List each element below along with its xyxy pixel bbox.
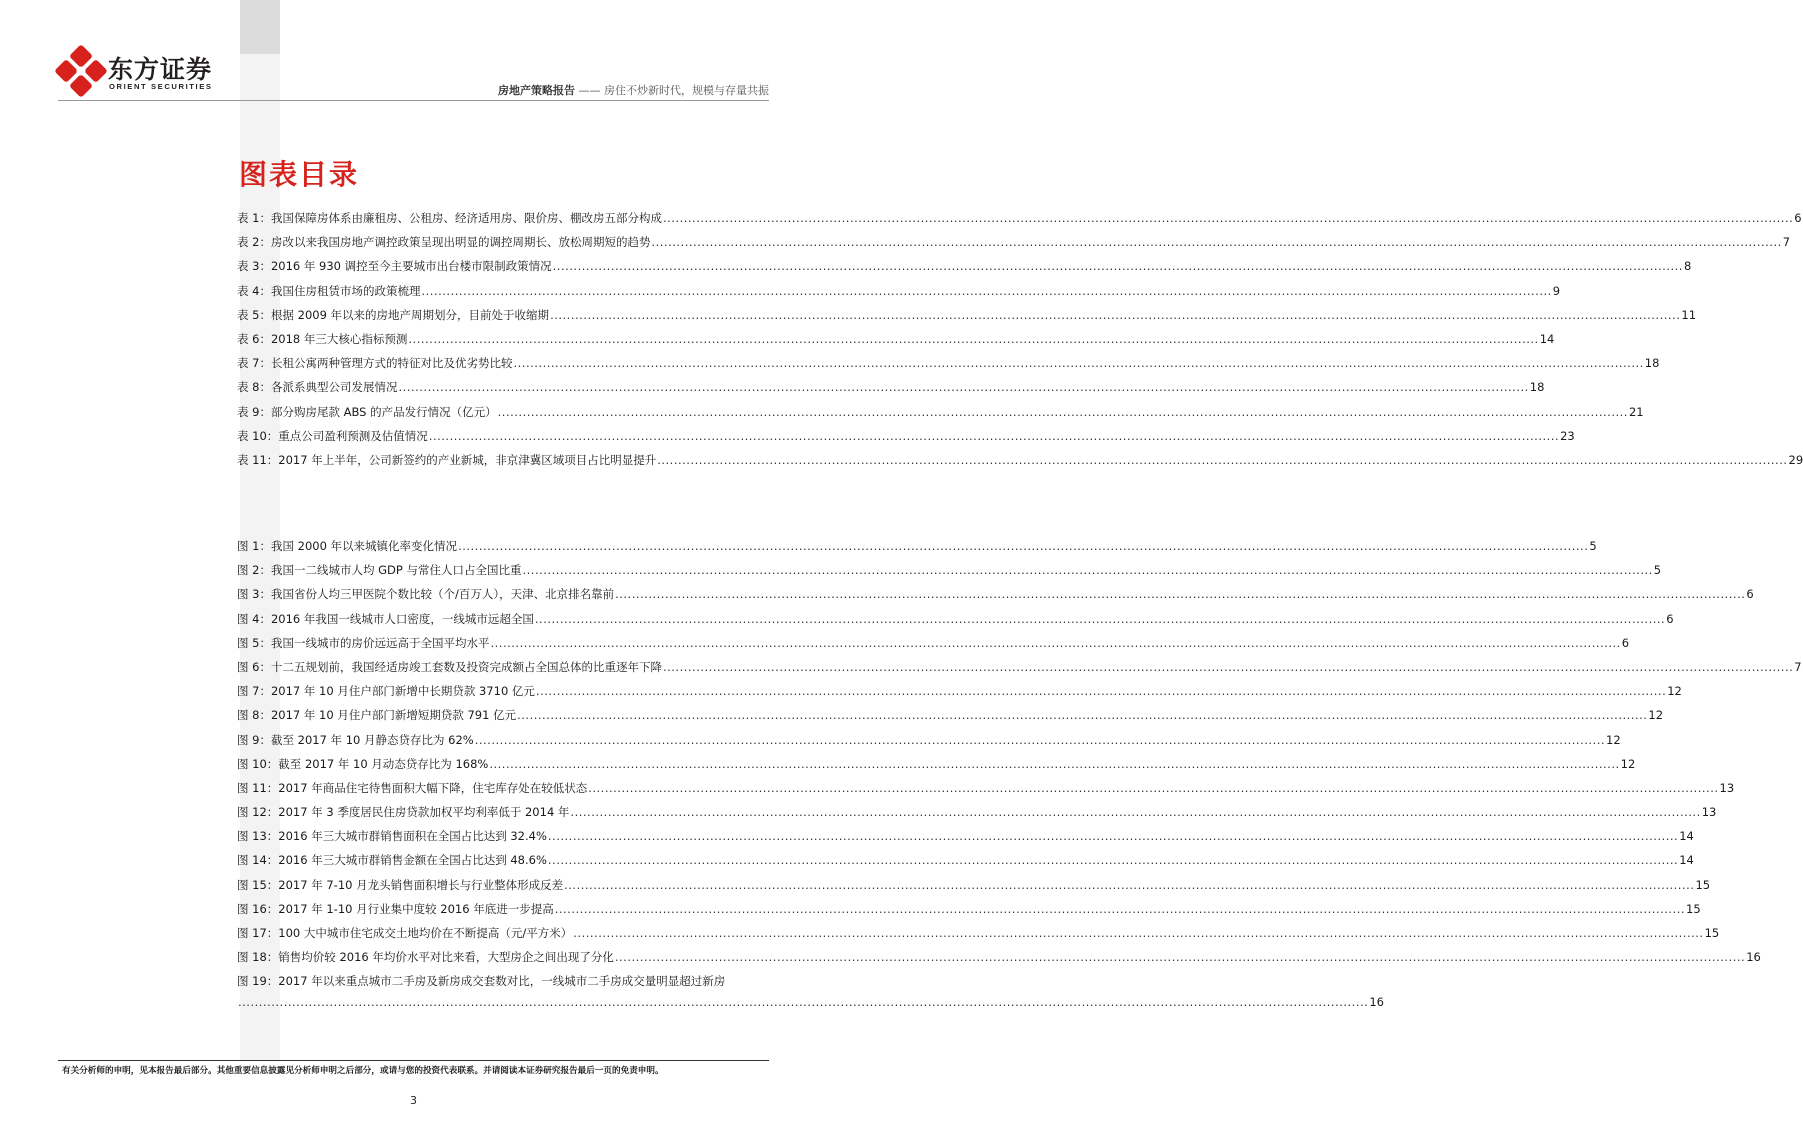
figure-entry-page: 15: [1695, 877, 1711, 892]
figure-entry-page: 12: [1606, 732, 1621, 747]
figure-entry-label: 图 2：我国一二线城市人均 GDP 与常住人口占全国比重: [237, 563, 522, 578]
dot-leader: [615, 950, 1745, 964]
figure-entry[interactable]: [237, 659, 1802, 683]
table-entry-page: 6: [1794, 211, 1802, 225]
table-entry[interactable]: [237, 283, 1561, 307]
figure-entry-label: 图 17：100 大中城市住宅成交土地均价在不断提高（元/平方米）: [237, 926, 573, 940]
dot-leader: [651, 235, 1781, 249]
figure-entry-page: 5: [1589, 539, 1597, 553]
dot-leader: [663, 211, 1793, 225]
table-entry-label: 表 4：我国住房租赁市场的政策梳理: [237, 283, 421, 298]
dot-leader: [238, 995, 1368, 1009]
table-entry[interactable]: [237, 452, 1803, 476]
dot-leader: [570, 805, 1700, 819]
dot-leader: [517, 708, 1647, 722]
dot-leader: [498, 405, 1628, 419]
figure-entry-page: 16: [1369, 995, 1384, 1010]
figure-list: [237, 538, 1802, 1021]
figure-entry[interactable]: [237, 780, 1735, 804]
table-entry-page: 14: [1539, 331, 1555, 346]
figure-entry-page: 7: [1794, 659, 1802, 674]
figure-entry-label: 图 4：2016 年我国一线城市人口密度，一线城市远超全国: [237, 611, 534, 626]
footer-disclaimer: 有关分析师的申明，见本报告最后部分。其他重要信息披露见分析师申明之后部分，或请与您的投资代表联系。并请阅读本证券研究报告最后一页的免责申明。: [62, 1066, 664, 1076]
dot-leader: [548, 853, 1678, 867]
figure-entry[interactable]: [237, 804, 1717, 828]
footer-divider: [58, 1060, 769, 1061]
figure-entry[interactable]: [237, 683, 1682, 707]
dot-leader: [536, 684, 1666, 698]
table-entry-label: 表 1：我国保障房体系由廉租房、公租房、经济适用房、限价房、棚改房五部分构成: [237, 211, 662, 225]
table-entry-page: 9: [1552, 283, 1561, 298]
table-entry-page: 11: [1681, 307, 1697, 322]
table-entry[interactable]: [237, 258, 1692, 282]
dot-leader: [588, 781, 1718, 795]
figure-entry[interactable]: [237, 973, 767, 995]
dot-leader: [553, 259, 1683, 273]
figure-entry[interactable]: [237, 901, 1701, 925]
figure-entry[interactable]: [237, 925, 1720, 949]
figure-entry[interactable]: [237, 828, 1694, 852]
table-entry-page: 21: [1628, 404, 1644, 419]
figure-entry-label: 图 6：十二五规划前，我国经适房竣工套数及投资完成额占全国总体的比重逐年下降: [237, 659, 662, 674]
dot-leader: [657, 453, 1787, 467]
dot-leader: [458, 539, 1588, 553]
table-entry[interactable]: [237, 234, 1791, 258]
figure-entry-label: 图 8：2017 年 10 月住户部门新增短期贷款 791 亿元: [237, 708, 517, 723]
table-list: [237, 210, 1803, 476]
table-entry-label: 表 8：各派系典型公司发展情况: [237, 380, 398, 395]
table-entry-label: 表 11：2017 年上半年，公司新签约的产业新城，非京津冀区域项目占比明显提升: [237, 452, 657, 467]
table-entry-page: 23: [1560, 428, 1575, 443]
table-entry-page: 29: [1788, 452, 1803, 467]
dot-leader: [535, 612, 1665, 626]
brand-name-en: ORIENT SECURITIES: [109, 82, 213, 91]
logo-mark-icon: [58, 48, 104, 94]
orient-securities-logo: [58, 40, 238, 100]
figure-entry-label: 图 14：2016 年三大城市群销售金额在全国占比达到 48.6%: [237, 853, 547, 868]
table-entry-label: 表 10：重点公司盈利预测及估值情况: [237, 428, 428, 443]
table-entry-page: 18: [1529, 380, 1545, 395]
figure-entry-label: 图 15：2017 年 7-10 月龙头销售面积增长与行业整体形成反差: [237, 877, 564, 892]
table-entry[interactable]: [237, 404, 1644, 428]
figure-entry-page: 14: [1679, 829, 1694, 844]
dot-leader: [555, 902, 1685, 916]
figure-entry-continuation[interactable]: [237, 995, 1384, 1021]
dot-leader: [573, 926, 1703, 940]
dot-leader: [408, 332, 1538, 346]
figure-entry-label: 图 10：截至 2017 年 10 月动态贷存比为 168%: [237, 756, 489, 771]
header-divider: [58, 100, 769, 101]
figure-entry[interactable]: [237, 635, 1630, 659]
table-entry-label: 表 9：部分购房尾款 ABS 的产品发行情况（亿元）: [237, 404, 497, 419]
dot-leader: [550, 308, 1680, 322]
figure-entry-page: 12: [1667, 684, 1682, 699]
figure-entry-label: 图 5：我国一线城市的房价远远高于全国平均水平: [237, 635, 490, 650]
dot-leader: [490, 636, 1620, 650]
figure-entry-label: 图 9：截至 2017 年 10 月静态贷存比为 62%: [237, 732, 474, 747]
figure-entry[interactable]: [237, 586, 1754, 610]
figure-entry-page: 6: [1666, 611, 1674, 626]
figure-entry[interactable]: [237, 756, 1636, 780]
figure-entry-label: 图 11：2017 年商品住宅待售面积大幅下降，住宅库存处在较低状态: [237, 780, 588, 795]
figure-entry-label: 图 7：2017 年 10 月住户部门新增中长期贷款 3710 亿元: [237, 684, 535, 699]
table-entry-label: 表 3：2016 年 930 调控至今主要城市出台楼市限制政策情况: [237, 259, 552, 274]
figure-entry-page: 14: [1679, 853, 1694, 868]
figure-entry-label: 图 13：2016 年三大城市群销售面积在全国占比达到 32.4%: [237, 829, 547, 844]
dot-leader: [615, 587, 1745, 601]
figure-entry-page: 12: [1620, 756, 1636, 771]
figure-entry-label: 图 16：2017 年 1-10 月行业集中度较 2016 年底进一步提高: [237, 901, 554, 916]
figure-entry-label: 图 18：销售均价较 2016 年均价水平对比来看，大型房企之间出现了分化: [237, 950, 614, 965]
table-entry[interactable]: [237, 355, 1660, 379]
figure-entry[interactable]: [237, 538, 1597, 562]
table-entry-label: 表 7：长租公寓两种管理方式的特征对比及优劣势比较: [237, 356, 513, 371]
report-category: 房地产策略报告: [498, 84, 575, 97]
dot-leader: [421, 284, 1551, 298]
figure-entry[interactable]: [237, 732, 1621, 756]
dot-leader: [489, 757, 1619, 771]
table-entry[interactable]: [237, 210, 1802, 234]
figure-entry-page: 13: [1701, 805, 1717, 820]
dot-leader: [475, 733, 1605, 747]
table-entry-page: 8: [1683, 259, 1692, 274]
header-separator: ——: [578, 84, 601, 97]
dot-leader: [513, 356, 1643, 370]
figure-entry-page: 15: [1686, 901, 1701, 916]
figure-entry[interactable]: [237, 562, 1662, 586]
table-entry-label: 表 6：2018 年三大核心指标预测: [237, 331, 408, 346]
figure-entry-page: 6: [1746, 587, 1754, 602]
table-entry-label: 表 2：房改以来我国房地产调控政策呈现出明显的调控周期长、放松周期短的趋势: [237, 235, 651, 250]
report-header: [498, 82, 769, 98]
figure-entry[interactable]: [237, 877, 1711, 901]
table-entry-page: 7: [1782, 235, 1791, 250]
dot-leader: [548, 829, 1678, 843]
figure-entry-page: 5: [1653, 563, 1662, 578]
dot-leader: [663, 660, 1793, 674]
header-accent-block: [240, 0, 280, 54]
brand-name-cn: 东方证券: [108, 55, 213, 84]
figure-entry-page: 13: [1719, 780, 1735, 795]
figure-entry-page: 12: [1648, 708, 1664, 723]
table-entry-page: 18: [1644, 356, 1660, 371]
dot-leader: [398, 380, 1528, 394]
figure-entry-page: 6: [1621, 635, 1630, 650]
table-entry[interactable]: [237, 307, 1697, 331]
page-title: 图表目录: [239, 158, 360, 191]
figure-entry-label: 图 3：我国省份人均三甲医院个数比较（个/百万人），天津、北京排名靠前: [237, 587, 615, 602]
figure-entry[interactable]: [237, 611, 1674, 635]
table-entry[interactable]: [237, 331, 1555, 355]
figure-entry-label: 图 19：2017 年以来重点城市二手房及新房成交套数对比，一线城市二手房成交量明显超过新房: [237, 974, 726, 989]
report-subtitle: 房住不炒新时代，规模与存量共振: [604, 84, 769, 97]
table-entry[interactable]: [237, 428, 1575, 452]
figure-entry-label: 图 1：我国 2000 年以来城镇化率变化情况: [237, 539, 458, 553]
figure-entry-page: 16: [1746, 950, 1761, 965]
table-entry-label: 表 5：根据 2009 年以来的房地产周期划分，目前处于收缩期: [237, 307, 550, 322]
figure-entry-page: 15: [1704, 926, 1720, 940]
dot-leader: [522, 563, 1652, 577]
dot-leader: [564, 878, 1694, 892]
figure-entry[interactable]: [237, 949, 1761, 973]
page-number: 3: [410, 1094, 417, 1107]
figure-entry[interactable]: [237, 852, 1694, 876]
dot-leader: [429, 429, 1559, 443]
figure-entry[interactable]: [237, 707, 1664, 731]
figure-entry-label: 图 12：2017 年 3 季度居民住房贷款加权平均利率低于 2014 年: [237, 805, 570, 820]
table-entry[interactable]: [237, 379, 1545, 403]
